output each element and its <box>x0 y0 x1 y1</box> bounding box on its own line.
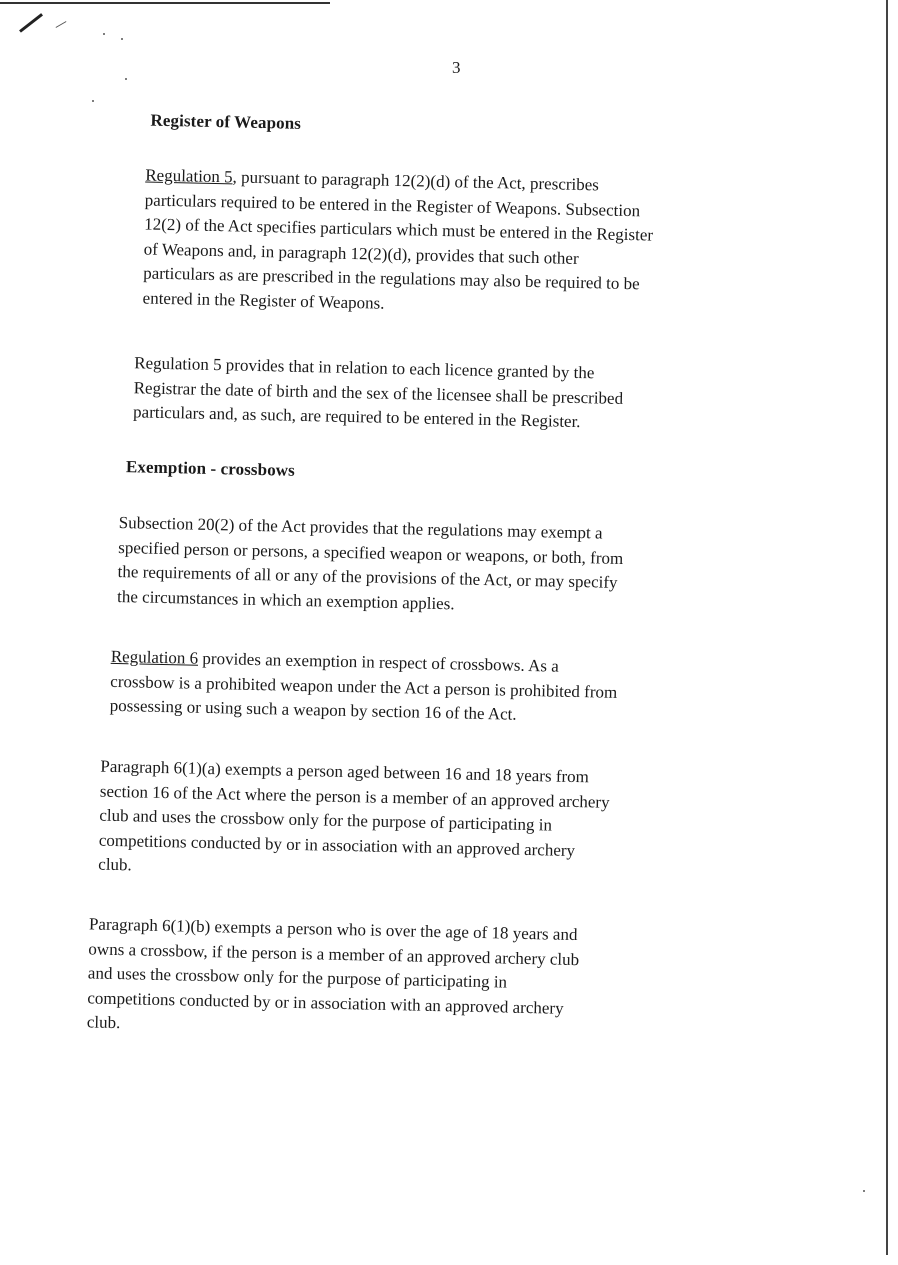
paragraph <box>87 912 710 1048</box>
paragraph-line: particulars required to be entered in the Register of Weapons. Subsection <box>144 189 641 220</box>
paragraph-line: Regulation 6 provides an exemption in respect of crossbows. As a <box>110 646 559 676</box>
paragraph-line: club. <box>98 854 133 875</box>
paragraph-line: Regulation 5 provides that in relation to each licence granted by the <box>134 353 595 383</box>
paragraph-line: the circumstances in which an exemption applies. <box>116 586 455 613</box>
paragraph <box>133 351 754 438</box>
paragraph <box>142 163 765 323</box>
paragraph-line: Subsection 20(2) of the Act provides that the regulations may exempt a <box>118 512 603 543</box>
paragraph-line: and uses the crossbow only for the purpose of participating in <box>87 963 508 992</box>
paragraph-line: the requirements of all or any of the provisions of the Act, or may specify <box>117 561 618 592</box>
paragraph-line: specified person or persons, a specified weapon or weapons, or both, from <box>118 537 624 568</box>
paragraph-line: owns a crossbow, if the person is a member of an approved archery club <box>88 938 580 969</box>
paragraph-line: particulars and, as such, are required to be entered in the Register. <box>132 402 581 432</box>
paragraph-line: club and uses the crossbow only for the purpose of participating in <box>99 805 553 835</box>
paragraph-line: entered in the Register of Weapons. <box>142 287 385 313</box>
page-number: 3 <box>452 58 461 77</box>
paragraph-line: Registrar the date of birth and the sex of the licensee shall be prescribed <box>133 377 624 408</box>
paragraph-line: section 16 of the Act where the person is a member of an approved archery <box>99 781 610 812</box>
paragraph-line: club. <box>86 1012 121 1033</box>
section-heading: Register of Weapons <box>150 110 302 133</box>
paragraph <box>117 511 739 623</box>
paragraph-line: Paragraph 6(1)(b) exempts a person who is over the age of 18 years and <box>88 914 578 945</box>
paragraph-line: crossbow is a prohibited weapon under the Act a person is prohibited from <box>110 671 618 702</box>
paragraph-line: possessing or using such a weapon by section 16 of the Act. <box>109 695 517 724</box>
paragraph <box>109 645 730 732</box>
regulation-reference: Regulation 6 <box>110 646 199 668</box>
paragraph-line: competitions conducted by or in association with an approved archery <box>98 830 576 860</box>
regulation-reference: Regulation 5 <box>145 165 233 187</box>
paragraph-line: Paragraph 6(1)(a) exempts a person aged between 16 and 18 years from <box>100 756 590 787</box>
paragraph-line: 12(2) of the Act specifies particulars which must be entered in the Register <box>144 214 654 245</box>
paragraph-line: of Weapons and, in paragraph 12(2)(d), provides that such other <box>143 238 579 268</box>
paragraph-line: competitions conducted by or in association with an approved archery <box>87 987 564 1018</box>
section-heading: Exemption - crossbows <box>125 457 296 480</box>
paragraph <box>98 755 721 891</box>
paragraph-line: particulars as are prescribed in the regulations may also be required to be <box>142 263 640 294</box>
paragraph-line: Regulation 5, pursuant to paragraph 12(2)(d) of the Act, prescribes <box>145 165 600 195</box>
